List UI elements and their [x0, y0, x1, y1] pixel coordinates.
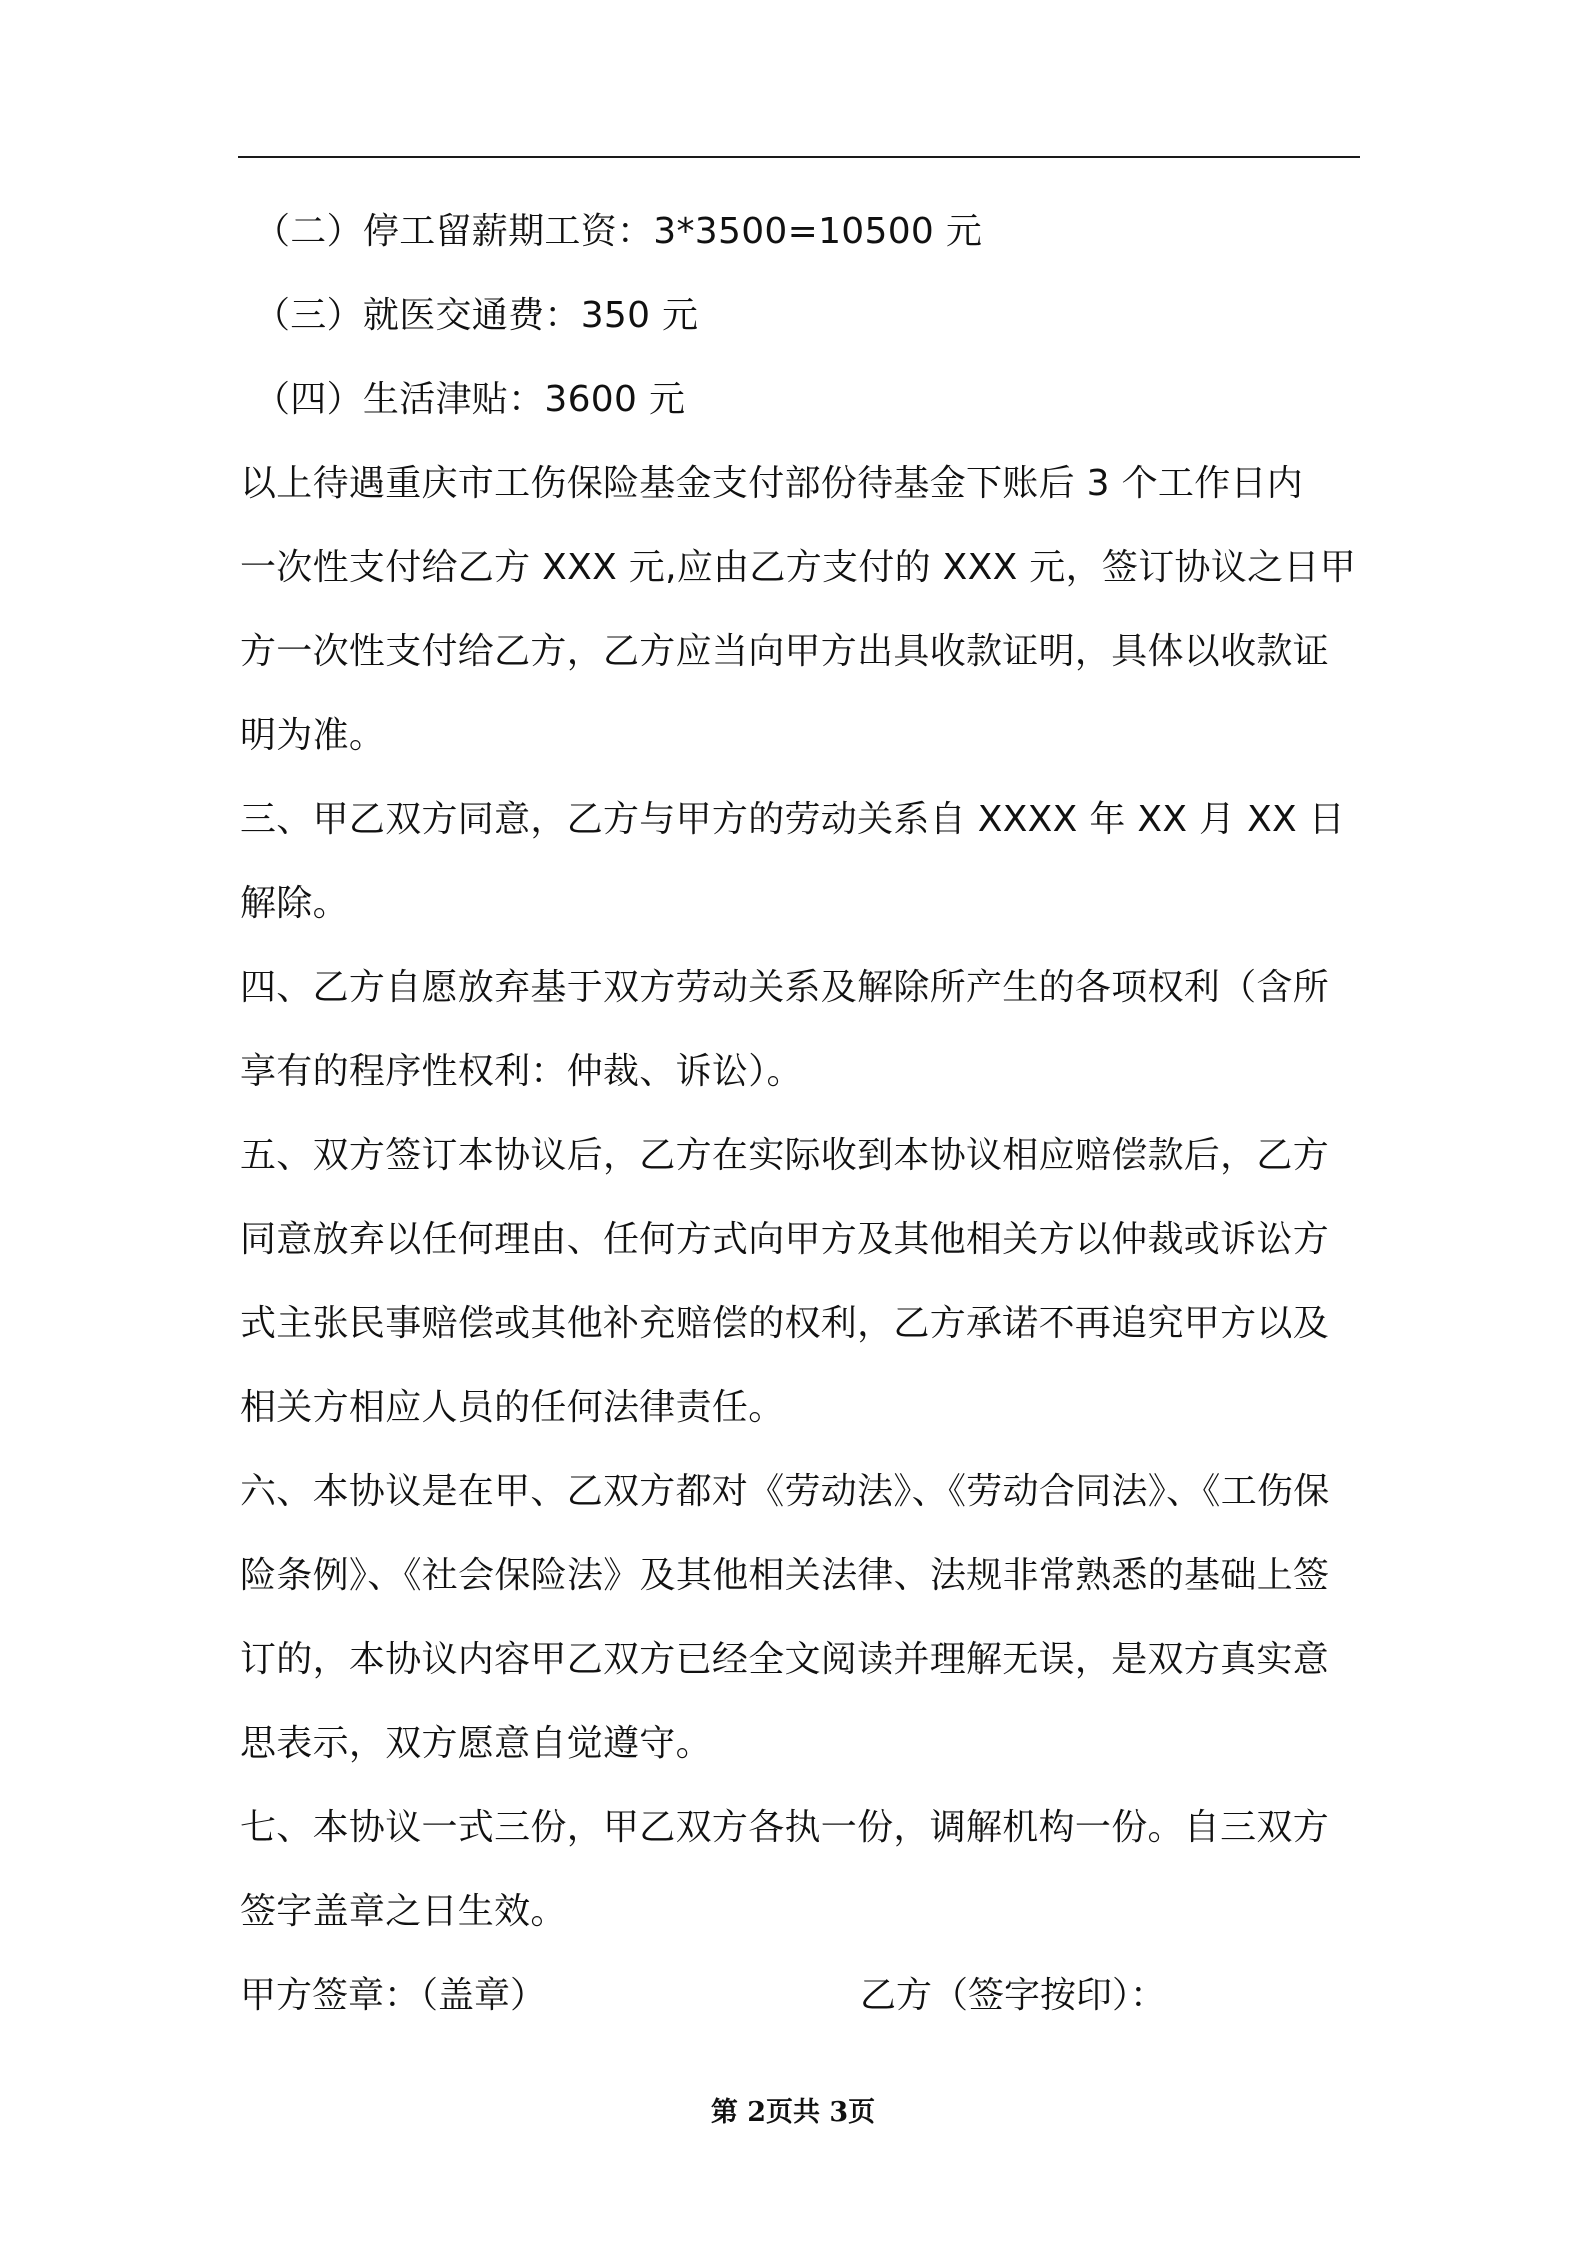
clause-7	[240, 1786, 1360, 1954]
text-line: 相关方相应人员的任何法律责任。	[240, 1387, 785, 1428]
text-line: 方一次性支付给乙方，乙方应当向甲方出具收款证明，具体以收款证	[240, 631, 1330, 672]
text-line: 解除。	[240, 883, 349, 924]
clause-4	[240, 946, 1360, 1114]
text-line: 订的，本协议内容甲乙双方已经全文阅读并理解无误，是双方真实意	[240, 1639, 1330, 1680]
text-line: 签字盖章之日生效。	[240, 1891, 567, 1932]
text-line: 险条例》、《社会保险法》及其他相关法律、法规非常熟悉的基础上签	[240, 1555, 1330, 1596]
clause-5	[240, 1114, 1360, 1450]
text-line: 六、本协议是在甲、乙双方都对《劳动法》、《劳动合同法》、《工伤保	[240, 1471, 1330, 1512]
text-line: 一次性支付给乙方 XXX 元,应由乙方支付的 XXX 元，签订协议之日甲	[240, 547, 1356, 588]
text-line: 思表示，双方愿意自觉遵守。	[240, 1723, 712, 1764]
item-stop-work-wages: （二）停工留薪期工资：3*3500=10500 元	[254, 211, 983, 252]
item-living-allowance: （四）生活津贴：3600 元	[254, 379, 686, 420]
document-body	[240, 190, 1360, 2038]
header-divider	[238, 156, 1360, 158]
clause-3	[240, 778, 1360, 946]
item-medical-transport: （三）就医交通费：350 元	[254, 295, 699, 336]
signature-row	[240, 1954, 1360, 2038]
text-line: 五、双方签订本协议后，乙方在实际收到本协议相应赔偿款后，乙方	[240, 1135, 1330, 1176]
text-line: 同意放弃以任何理由、任何方式向甲方及其他相关方以仲裁或诉讼方	[240, 1219, 1330, 1260]
paragraph-payment	[240, 442, 1360, 778]
text-line: 以上待遇重庆市工伤保险基金支付部份待基金下账后 3 个工作日内	[240, 463, 1304, 504]
page-number: 第 2页共 3页	[710, 2097, 876, 2128]
text-line: 七、本协议一式三份，甲乙双方各执一份，调解机构一份。自三双方	[240, 1807, 1330, 1848]
text-line: 明为准。	[240, 715, 386, 756]
party-b-signature-label: 乙方（签字按印）：	[860, 1975, 1167, 2016]
text-line: 三、甲乙双方同意，乙方与甲方的劳动关系自 XXXX 年 XX 月 XX 日	[240, 799, 1346, 840]
text-line: 式主张民事赔偿或其他补充赔偿的权利，乙方承诺不再追究甲方以及	[240, 1303, 1330, 1344]
clause-6	[240, 1450, 1360, 1786]
party-a-signature-label: 甲方签章：（盖章）	[240, 1975, 547, 2016]
text-line: 四、乙方自愿放弃基于双方劳动关系及解除所产生的各项权利（含所	[240, 967, 1330, 1008]
text-line: 享有的程序性权利：仲裁、诉讼）。	[240, 1051, 803, 1092]
